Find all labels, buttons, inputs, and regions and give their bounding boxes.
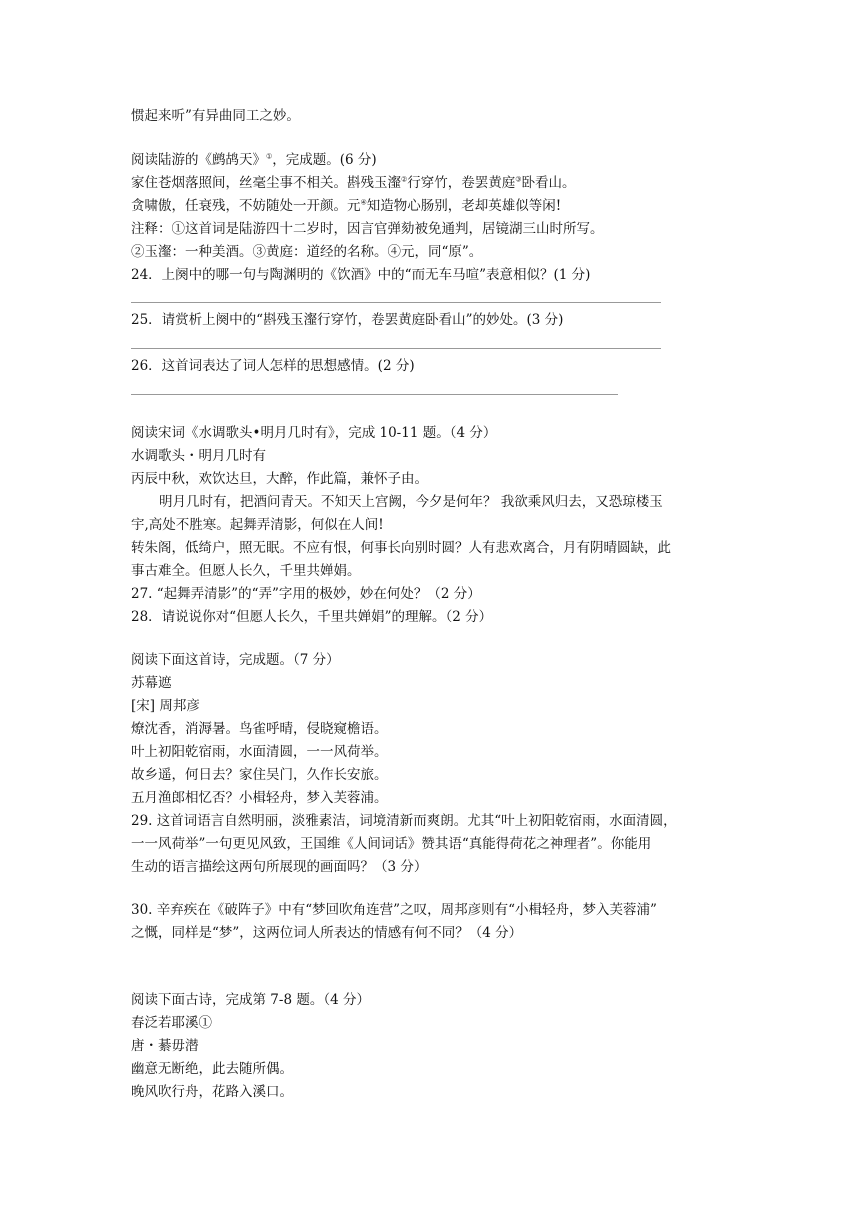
poem-line: 明月几时有，把酒问青天。不知天上宫阙，今夕是何年？ 我欲乘风归去，又恐琼楼玉 [159,494,663,510]
poem-title: 春泛若耶溪① [131,1015,212,1031]
poem-author: [宋] 周邦彦 [131,698,200,714]
question-30-cont: 之慨，同样是“梦”，这两位词人所表达的情感有何不同？（4 分） [131,925,523,941]
poem-line: 晚风吹行舟，花路入溪口。 [131,1084,293,1100]
section-intro-luyou [131,150,377,170]
poem-line: 故乡遥，何日去？家住吴门，久作长安旅。 [131,767,388,783]
poem-preface: 丙辰中秋，欢饮达旦，大醉，作此篇，兼怀子由。 [131,471,428,487]
poem-title: 水调歌头・明月几时有 [131,448,266,464]
question-30: 30. 辛弃疾在《破阵子》中有“梦回吹角连营”之叹，周邦彦则有“小楫轻舟，梦入芙蓉浦” [131,902,657,918]
poem-line: 叶上初阳乾宿雨，水面清圆，一一风荷举。 [131,744,388,760]
text-segment: 阅读陆游的《鹧鸪天》 [131,152,266,168]
text-segment: 知造物心肠别，老却英雄似等闲! [366,198,562,214]
question-29: 29. 这首词语言自然明丽，淡雅素洁，词境清新而爽朗。尤其“叶上初阳乾宿雨，水面清圆， [131,813,677,829]
text-segment: 卧看山。 [521,175,576,191]
poem-line: 转朱阁，低绮户，照无眠。不应有恨，何事长向别时圆？人有悲欢离合，月有阴晴圆缺，此 [131,540,671,556]
footnote-mark: ① [266,152,273,161]
poem-line [131,196,561,216]
poem-line: 宇,高处不胜寒。起舞弄清影，何似在人间! [131,517,384,533]
poem-author: 唐・綦毋潜 [131,1038,199,1054]
question-27: 27. “起舞弄清影”的“弄”字用的极妙，妙在何处？（2 分） [131,586,481,602]
question-25: 25．请赏析上阕中的“斟残玉瀣行穿竹，卷罢黄庭卧看山”的妙处。(3 分) [131,312,564,328]
poem-line [131,173,576,193]
section-intro-zhou: 阅读下面这首诗，完成题。（7 分） [131,652,340,668]
section-intro-qiwu: 阅读下面古诗，完成第 7-8 题。（4 分） [131,992,370,1008]
poem-line: 事古难全。但愿人长久，千里共婵娟。 [131,563,361,579]
poem-line: 燎沈香，消溽暑。鸟雀呼晴，侵晓窥檐语。 [131,721,388,737]
footnote-line: ②玉瀣：一种美酒。③黄庭：道经的名称。④元，同“原”。 [131,244,483,260]
footnote-mark: ② [401,175,408,184]
question-29-cont: 生动的语言描绘这两句所展现的画面吗？（3 分） [131,859,428,875]
poem-title: 苏幕遮 [131,675,172,691]
question-28: 28．请说说你对“但愿人长久，千里共婵娟”的理解。（2 分） [131,609,493,625]
text-segment: ，完成题。(6 分) [272,152,377,168]
question-24: 24．上阕中的哪一句与陶渊明的《饮酒》中的“而无车马喧”表意相似？(1 分) [131,267,591,283]
text-line: 惯起来听”有异曲同工之妙。 [131,108,300,124]
section-intro-sushi: 阅读宋词《水调歌头•明月几时有》，完成 10-11 题。（4 分） [131,425,497,441]
footnote-line: 注释：①这首词是陆游四十二岁时，因言官弹劾被免通判，居镜湖三山时所写。 [131,221,604,237]
poem-line: 幽意无断绝，此去随所偶。 [131,1061,293,1077]
answer-line [131,302,661,303]
question-29-cont: 一一风荷举”一句更见风致，王国维《人间词话》赞其语“真能得荷花之神理者”。你能用 [131,836,652,852]
question-26: 26．这首词表达了词人怎样的思想感情。(2 分) [131,358,415,374]
footnote-mark: ④ [360,198,367,207]
footnote-mark: ③ [515,175,522,184]
answer-line [131,394,618,395]
answer-line [131,348,661,349]
text-segment: 家住苍烟落照间，丝毫尘事不相关。斟残玉瀣 [131,175,401,191]
text-segment: 贪啸傲，任衰残，不妨随处一开颜。元 [131,198,361,214]
text-segment: 行穿竹，卷罢黄庭 [407,175,516,191]
poem-line: 五月渔郎相忆否？小楫轻舟，梦入芙蓉浦。 [131,790,388,806]
